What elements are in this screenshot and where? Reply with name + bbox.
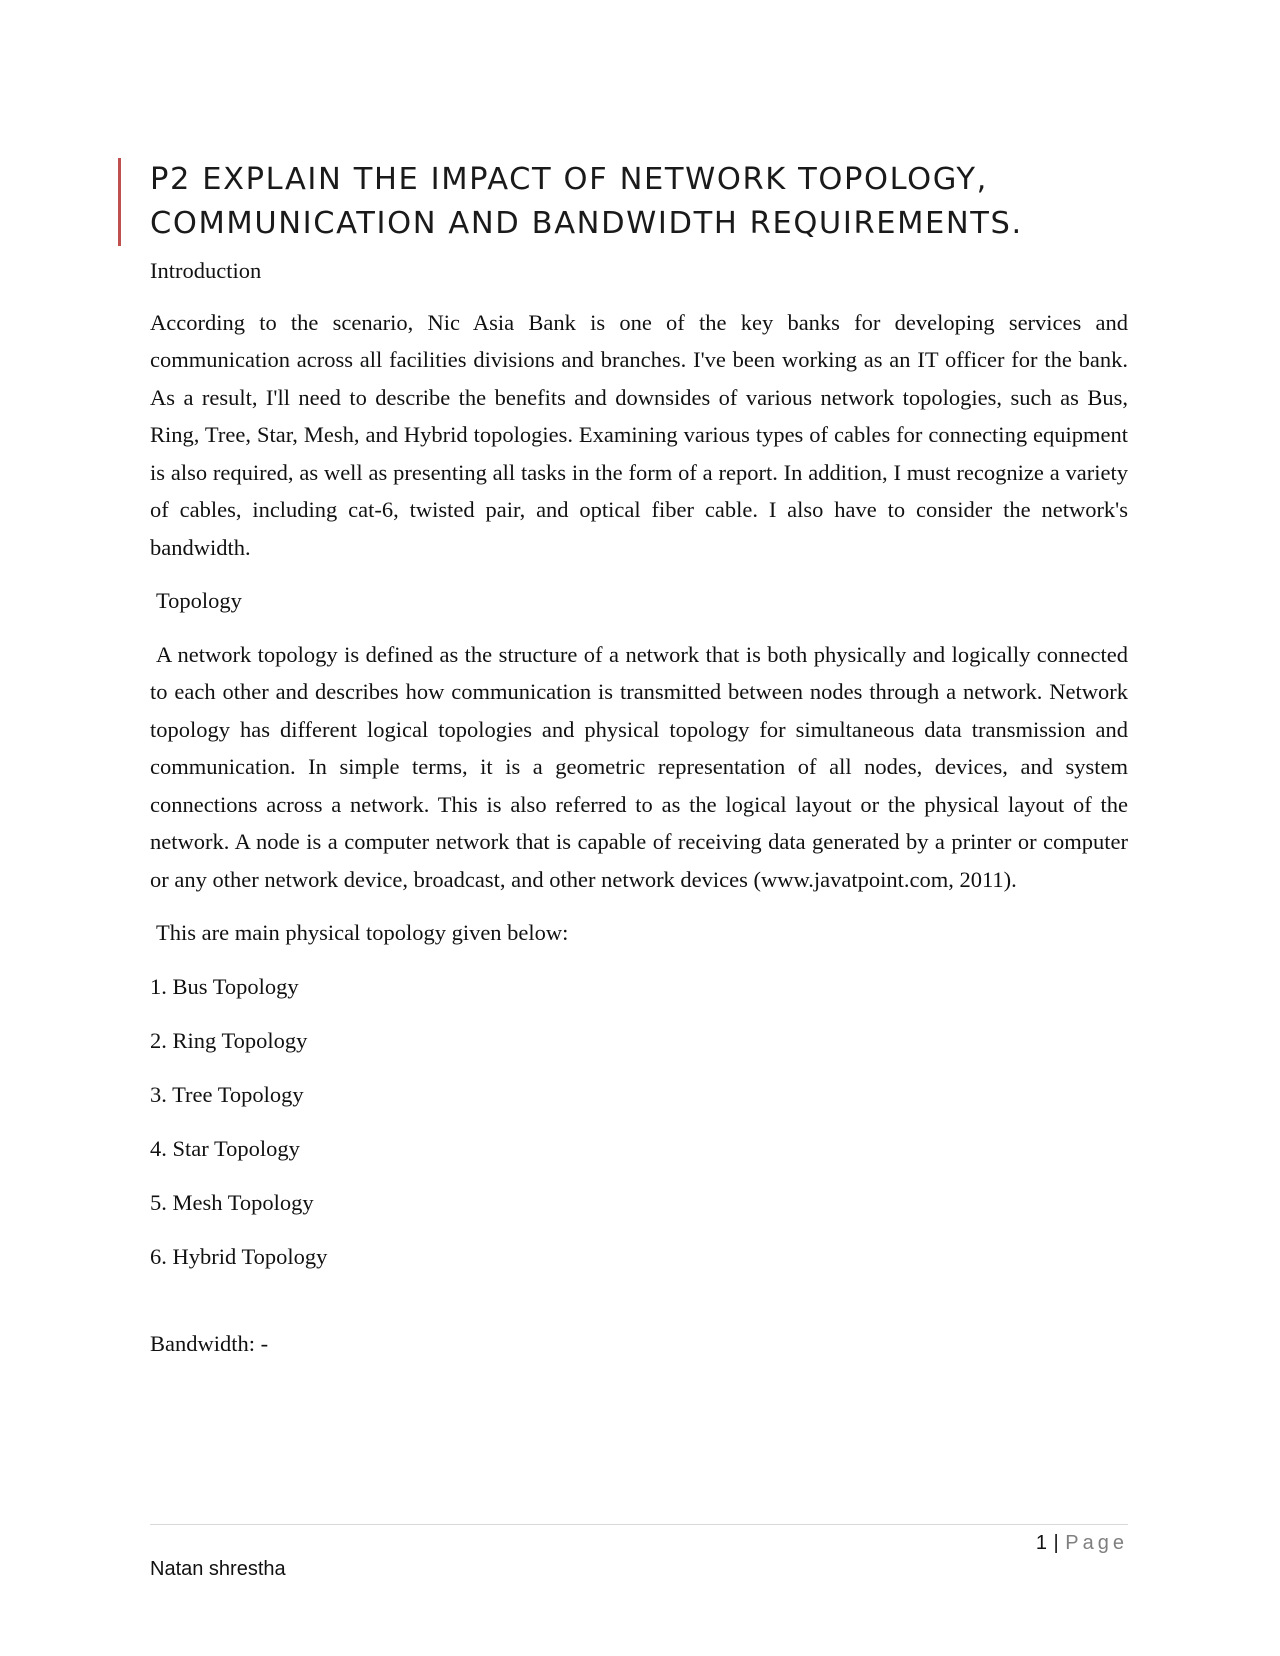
document-body [150, 252, 1128, 1363]
topology-list [150, 968, 1128, 1276]
list-item: 6. Hybrid Topology [150, 1243, 328, 1269]
topology-paragraph-text: A network topology is defined as the structure of a network that is both physically and logically connected to each other and describes how communication is transmitted between nodes through a network. Network topology has different logical topologies and physical topology for simultaneous data transmission and communication. In simple terms, it is a geometric representation of all nodes, devices, and system connections across a network. This is also referred to as the logical layout or the physical layout of the network. A node is a computer network that is capable of receiving data generated by a printer or computer or any other network device, broadcast, and other network devices (www.javatpoint.com, 2011). [150, 641, 1128, 892]
page-number-separator: | [1053, 1532, 1060, 1554]
list-item: 2. Ring Topology [150, 1027, 308, 1053]
list-intro: This are main physical topology given below: [156, 920, 569, 945]
intro-paragraph: According to the scenario, Nic Asia Bank is one of the key banks for developing services and communication across all facilities divisions and branches. I've been working as an IT officer for the bank. As a result, I'll need to describe the benefits and downsides of various network topologies, such as Bus, Ring, Tree, Star, Mesh, and Hybrid topologies. Examining various types of cables for connecting equipment is also required, as well as presenting all tasks in the form of a report. In addition, I must recognize a variety of cables, including cat-6, twisted pair, and optical fiber cable. I also have to consider the network's bandwidth. [150, 309, 1128, 560]
page-number [1036, 1528, 1128, 1558]
page-label: Page [1065, 1532, 1128, 1554]
page-number-value: 1 [1035, 1532, 1048, 1554]
page-title: P2 EXPLAIN THE IMPACT OF NETWORK TOPOLOGY, COMMUNICATION AND BANDWIDTH REQUIREMENTS. [150, 162, 1023, 241]
footer-divider [150, 1524, 1128, 1525]
footer-author: Natan shrestha [150, 1558, 286, 1580]
list-item: 3. Tree Topology [150, 1081, 304, 1107]
bandwidth-heading: Bandwidth: - [150, 1331, 269, 1356]
list-item: 5. Mesh Topology [150, 1189, 314, 1215]
title-block [118, 158, 1160, 246]
list-item: 1. Bus Topology [150, 973, 299, 999]
topology-heading: Topology [156, 588, 242, 613]
intro-heading: Introduction [150, 258, 262, 283]
topology-paragraph [150, 636, 1128, 899]
list-item: 4. Star Topology [150, 1135, 300, 1161]
